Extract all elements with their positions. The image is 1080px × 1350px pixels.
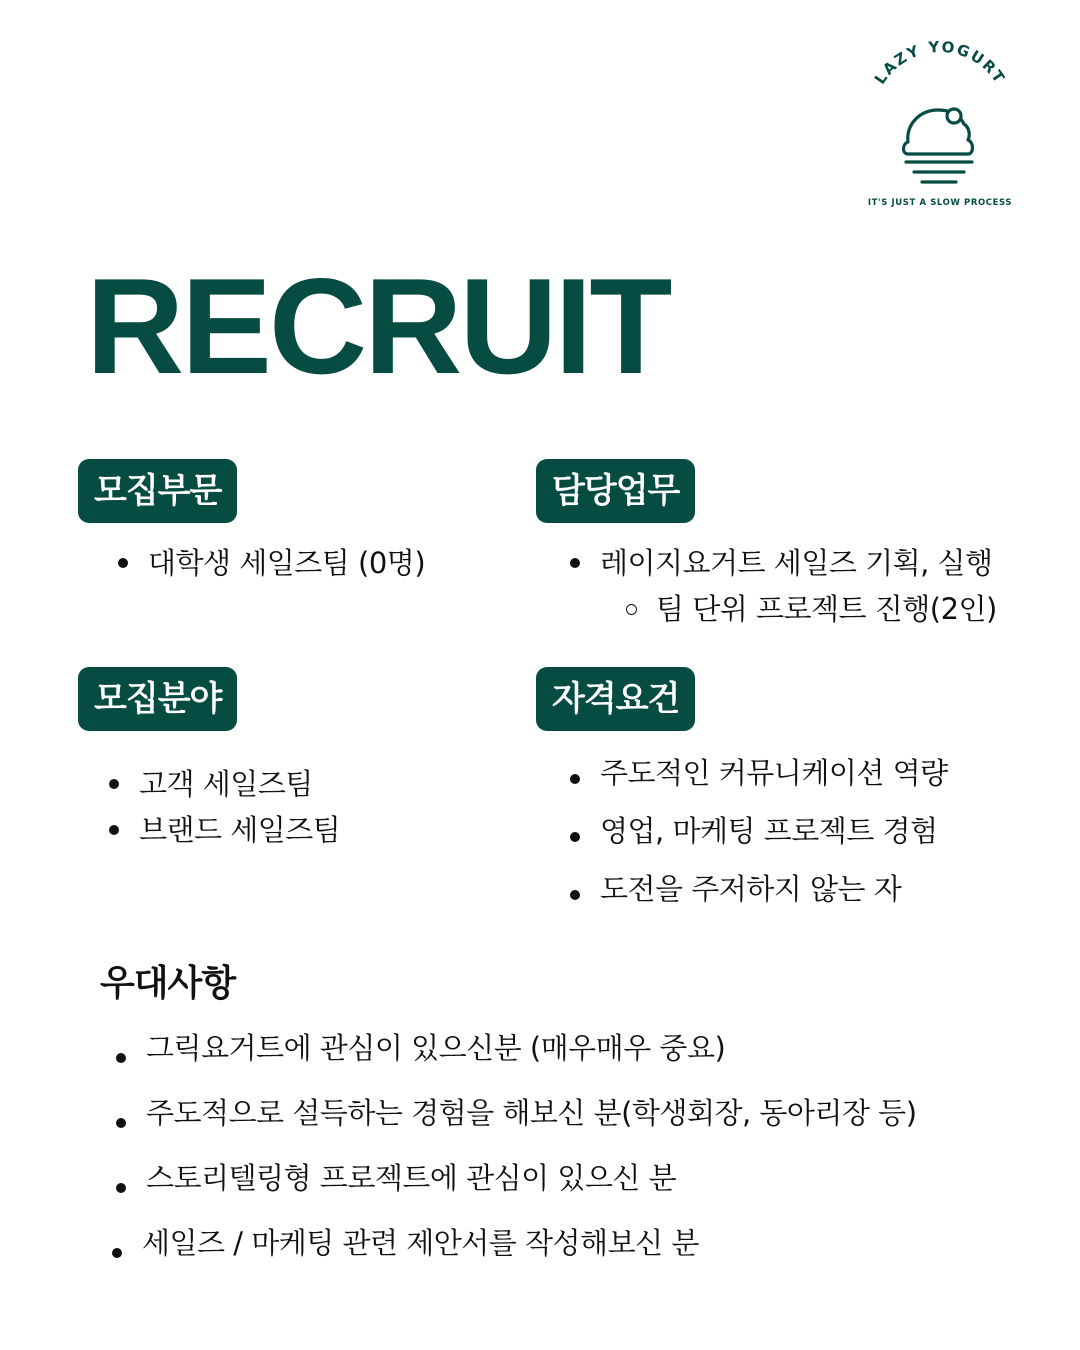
yogurt-cup-icon [860, 37, 1020, 218]
list-item: 레이지요거트 세일즈 기획, 실행 [570, 540, 997, 586]
department-list [118, 540, 425, 586]
section-badge-field: 모집분야 [78, 667, 237, 731]
section-badge-department: 모집부문 [78, 459, 237, 523]
list-item: 주도적으로 설득하는 경험을 해보신 분(학생회장, 동아리장 등) [116, 1090, 917, 1155]
section-badge-requirements: 자격요건 [536, 667, 695, 731]
preferences-list [116, 1025, 917, 1285]
section-badge-duties: 담당업무 [536, 459, 695, 523]
list-item: 그릭요거트에 관심이 있으신분 (매우매우 중요) [116, 1025, 917, 1090]
list-item: 도전을 주저하지 않는 자 [570, 866, 948, 924]
requirements-list [570, 750, 948, 924]
list-item: 대학생 세일즈팀 (0명) [118, 540, 425, 586]
list-item: 고객 세일즈팀 [109, 761, 340, 807]
logo-brand-text: LAZY YOGURT [870, 37, 1010, 88]
logo-tagline: IT'S JUST A SLOW PROCESS [867, 198, 1013, 208]
list-item: 주도적인 커뮤니케이션 역량 [570, 750, 948, 808]
list-item: 영업, 마케팅 프로젝트 경험 [570, 808, 948, 866]
page-title: RECRUIT [86, 250, 670, 402]
sub-list-item: 팀 단위 프로젝트 진행(2인) [626, 586, 997, 632]
field-list [109, 761, 340, 853]
list-item: 세일즈 / 마케팅 관련 제안서를 작성해보신 분 [112, 1220, 917, 1285]
duties-list [570, 540, 997, 632]
svg-text:LAZY YOGURT [871, 38, 1009, 88]
list-item: 브랜드 세일즈팀 [109, 807, 340, 853]
brand-logo [860, 37, 1020, 218]
preferences-heading: 우대사항 [100, 963, 236, 1004]
list-item: 스토리텔링형 프로젝트에 관심이 있으신 분 [116, 1155, 917, 1220]
